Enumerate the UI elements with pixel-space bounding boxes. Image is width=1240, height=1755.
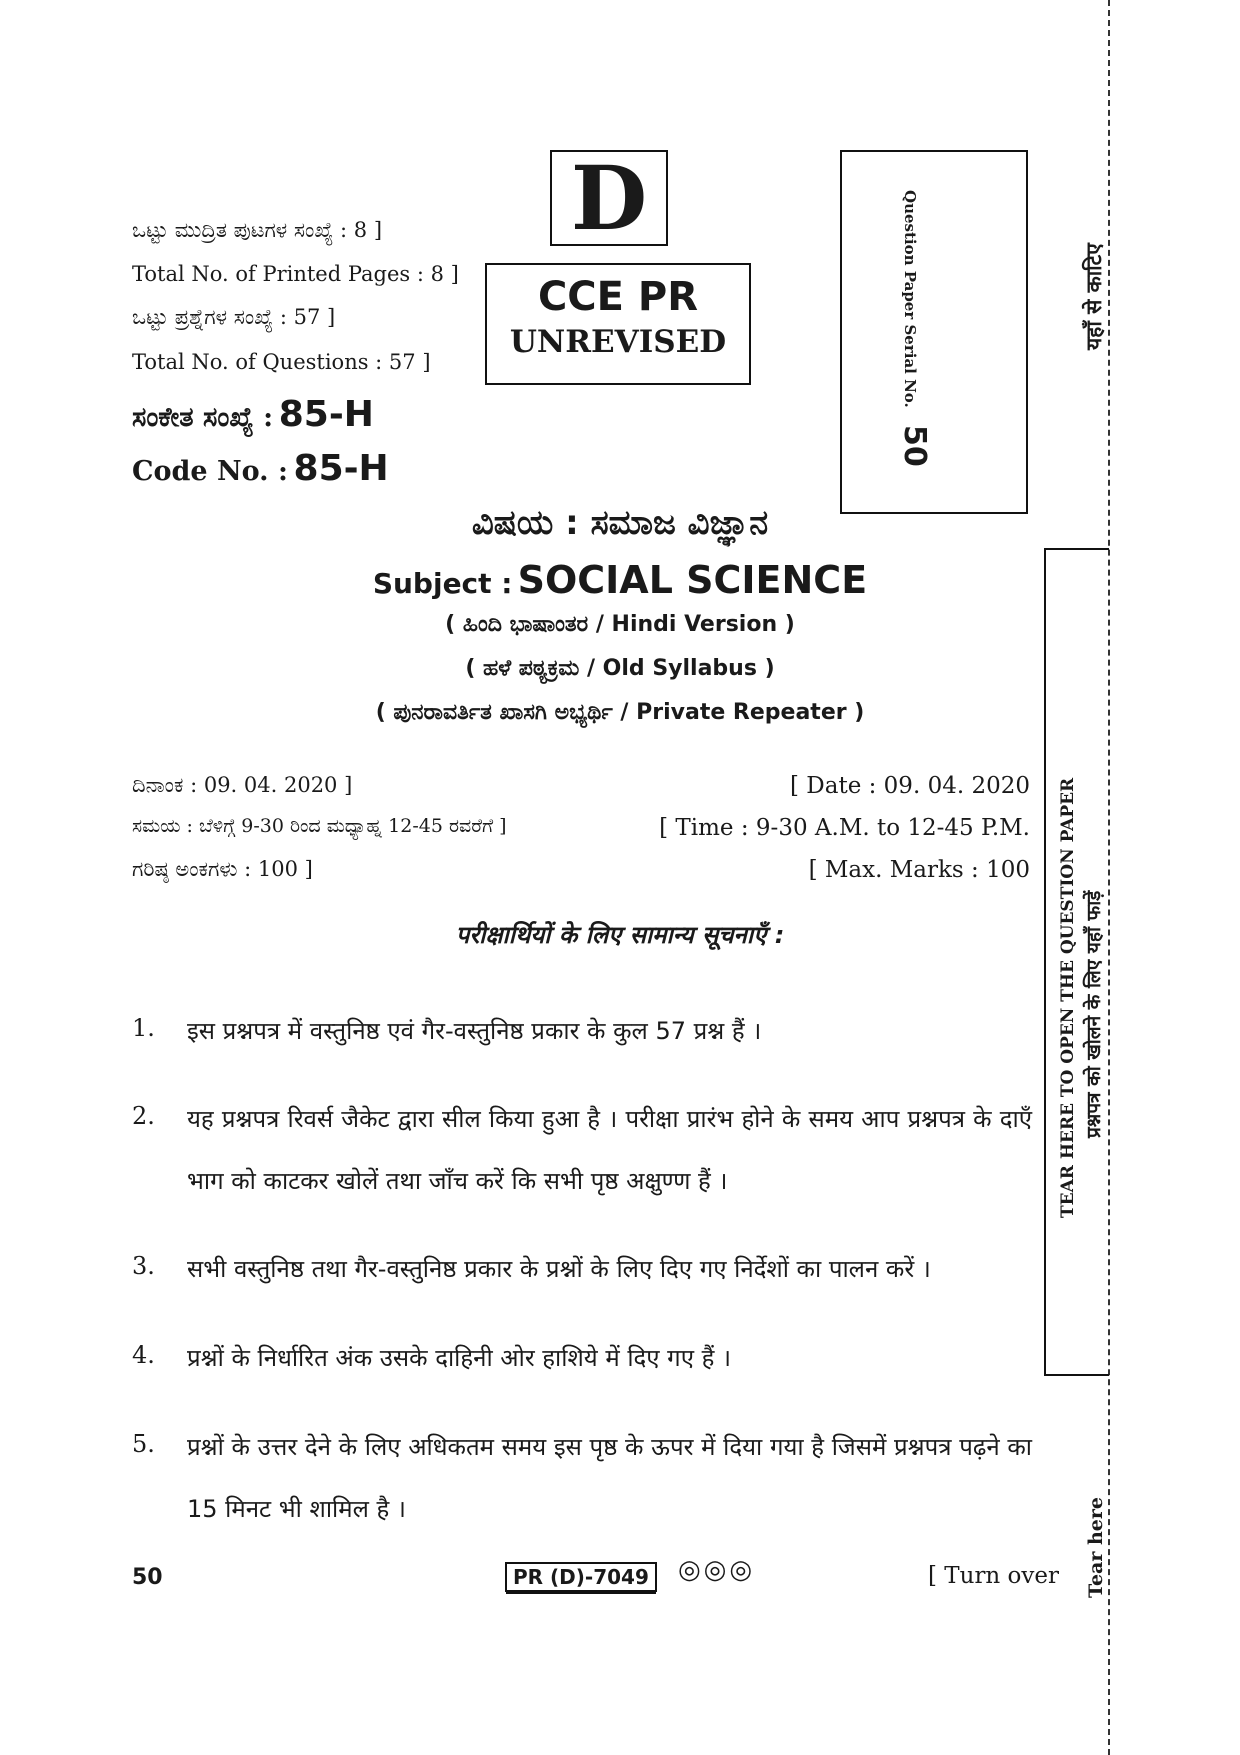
instruction-text: प्रश्नों के उत्तर देने के लिए अधिकतम समय इस पृष्ठ के ऊपर में दिया गया है जिसमें प्रश्नपत्र पढ़ने का 15 मिनट भी शामिल है । <box>187 1433 1032 1523</box>
kannada-date: ದಿನಾಂಕ : 09. 04. 2020 ] <box>132 773 353 797</box>
max-marks: [ Max. Marks : 100 <box>808 857 1030 883</box>
kannada-code-line <box>132 394 374 435</box>
footer-page-number: 50 <box>132 1565 163 1590</box>
unrevised-label: UNREVISED <box>509 324 727 360</box>
footer-circle-marks: ◎◎◎ <box>678 1555 756 1585</box>
total-questions: Total No. of Questions : 57 ] <box>132 350 431 374</box>
kannada-max-marks: ಗರಿಷ್ಠ ಅಂಕಗಳು : 100 ] <box>132 857 313 881</box>
instruction-number: 3. <box>132 1252 155 1280</box>
instruction-number: 1. <box>132 1014 155 1042</box>
kannada-code-value: 85-H <box>278 394 374 435</box>
cut-here-hindi: यहाँ से काटिए <box>1082 243 1106 350</box>
cce-pr-box <box>485 263 751 385</box>
instruction-text: सभी वस्तुनिष्ठ तथा गैर-वस्तुनिष्ठ प्रकार के प्रश्नों के लिए दिए गए निर्देशों का पालन करें । <box>187 1255 931 1283</box>
candidate-line: ( ಪುನರಾವರ್ತಿತ ಖಾಸಗಿ ಅಭ್ಯರ್ಥಿ / Private Repeater ) <box>375 700 865 725</box>
code-value: 85-H <box>293 448 389 489</box>
tear-open-label: TEAR HERE TO OPEN THE QUESTION PAPER <box>1058 777 1078 1218</box>
subject-label: Subject : <box>372 567 513 600</box>
serial-number-text <box>897 190 932 470</box>
instruction-text: यह प्रश्नपत्र रिवर्स जैकेट द्वारा सील किया हुआ है । परीक्षा प्रारंभ होने के समय आप प्रश्नपत्र के दाएँ भाग को काटकर खोलें तथा जाँच करें कि सभी पृष्ठ अक्षुण्ण हैं । <box>187 1105 1032 1195</box>
instruction-number: 5. <box>132 1430 155 1458</box>
serial-number-label: Question Paper Serial No. <box>901 190 919 408</box>
instruction-text: इस प्रश्नपत्र में वस्तुनिष्ठ एवं गैर-वस्तुनिष्ठ प्रकार के कुल 57 प्रश्न हैं । <box>187 1017 762 1045</box>
tear-here-label: Tear here <box>1085 1497 1107 1598</box>
syllabus-line: ( ಹಳೆ ಪಠ್ಯಕ್ರಮ / Old Syllabus ) <box>465 656 775 681</box>
version-letter-box: D <box>550 150 668 246</box>
version-line: ( ಹಿಂದಿ ಭಾಷಾಂತರ / Hindi Version ) <box>445 612 795 637</box>
subject-value: SOCIAL SCIENCE <box>517 558 868 602</box>
tear-open-hindi: प्रश्नपत्र को खोलने के लिए यहाँ फाड़ें <box>1083 890 1105 1138</box>
instructions-heading: परीक्षार्थियों के लिए सामान्य सूचनाएँ : <box>455 921 785 949</box>
instruction-text: प्रश्नों के निर्धारित अंक उसके दाहिनी ओर हाशिये में दिए गए हैं । <box>187 1344 732 1372</box>
footer-paper-code: PR (D)-7049 <box>505 1562 657 1592</box>
total-printed-pages: Total No. of Printed Pages : 8 ] <box>132 262 459 286</box>
kannada-subject-title: ವಿಷಯ : ಸಮಾಜ ವಿಜ್ಞಾನ <box>471 503 769 543</box>
turn-over-label: [ Turn over <box>928 1563 1060 1589</box>
kannada-time: ಸಮಯ : ಬೆಳಿಗ್ಗೆ 9-30 ರಿಂದ ಮಧ್ಯಾಹ್ನ 12-45 ರವರೆಗೆ ] <box>132 815 507 837</box>
kannada-code-label: ಸಂಕೇತ ಸಂಖ್ಯೆ : <box>132 402 274 433</box>
serial-number-box <box>840 150 1028 514</box>
serial-number-value: 50 <box>897 425 932 467</box>
instruction-number: 4. <box>132 1341 155 1369</box>
exam-time: [ Time : 9-30 A.M. to 12-45 P.M. <box>659 815 1030 841</box>
kannada-printed-pages: ಒಟ್ಟು ಮುದ್ರಿತ ಪುಟಗಳ ಸಂಖ್ಯೆ : 8 ] <box>132 218 383 242</box>
cce-pr-label: CCE PR <box>537 274 699 320</box>
instruction-number: 2. <box>132 1102 155 1130</box>
kannada-total-questions: ಒಟ್ಟು ಪ್ರಶ್ನೆಗಳ ಸಂಖ್ಯೆ : 57 ] <box>132 305 336 329</box>
code-line <box>132 448 389 489</box>
code-label: Code No. : <box>132 456 288 487</box>
exam-date: [ Date : 09. 04. 2020 <box>790 773 1030 799</box>
